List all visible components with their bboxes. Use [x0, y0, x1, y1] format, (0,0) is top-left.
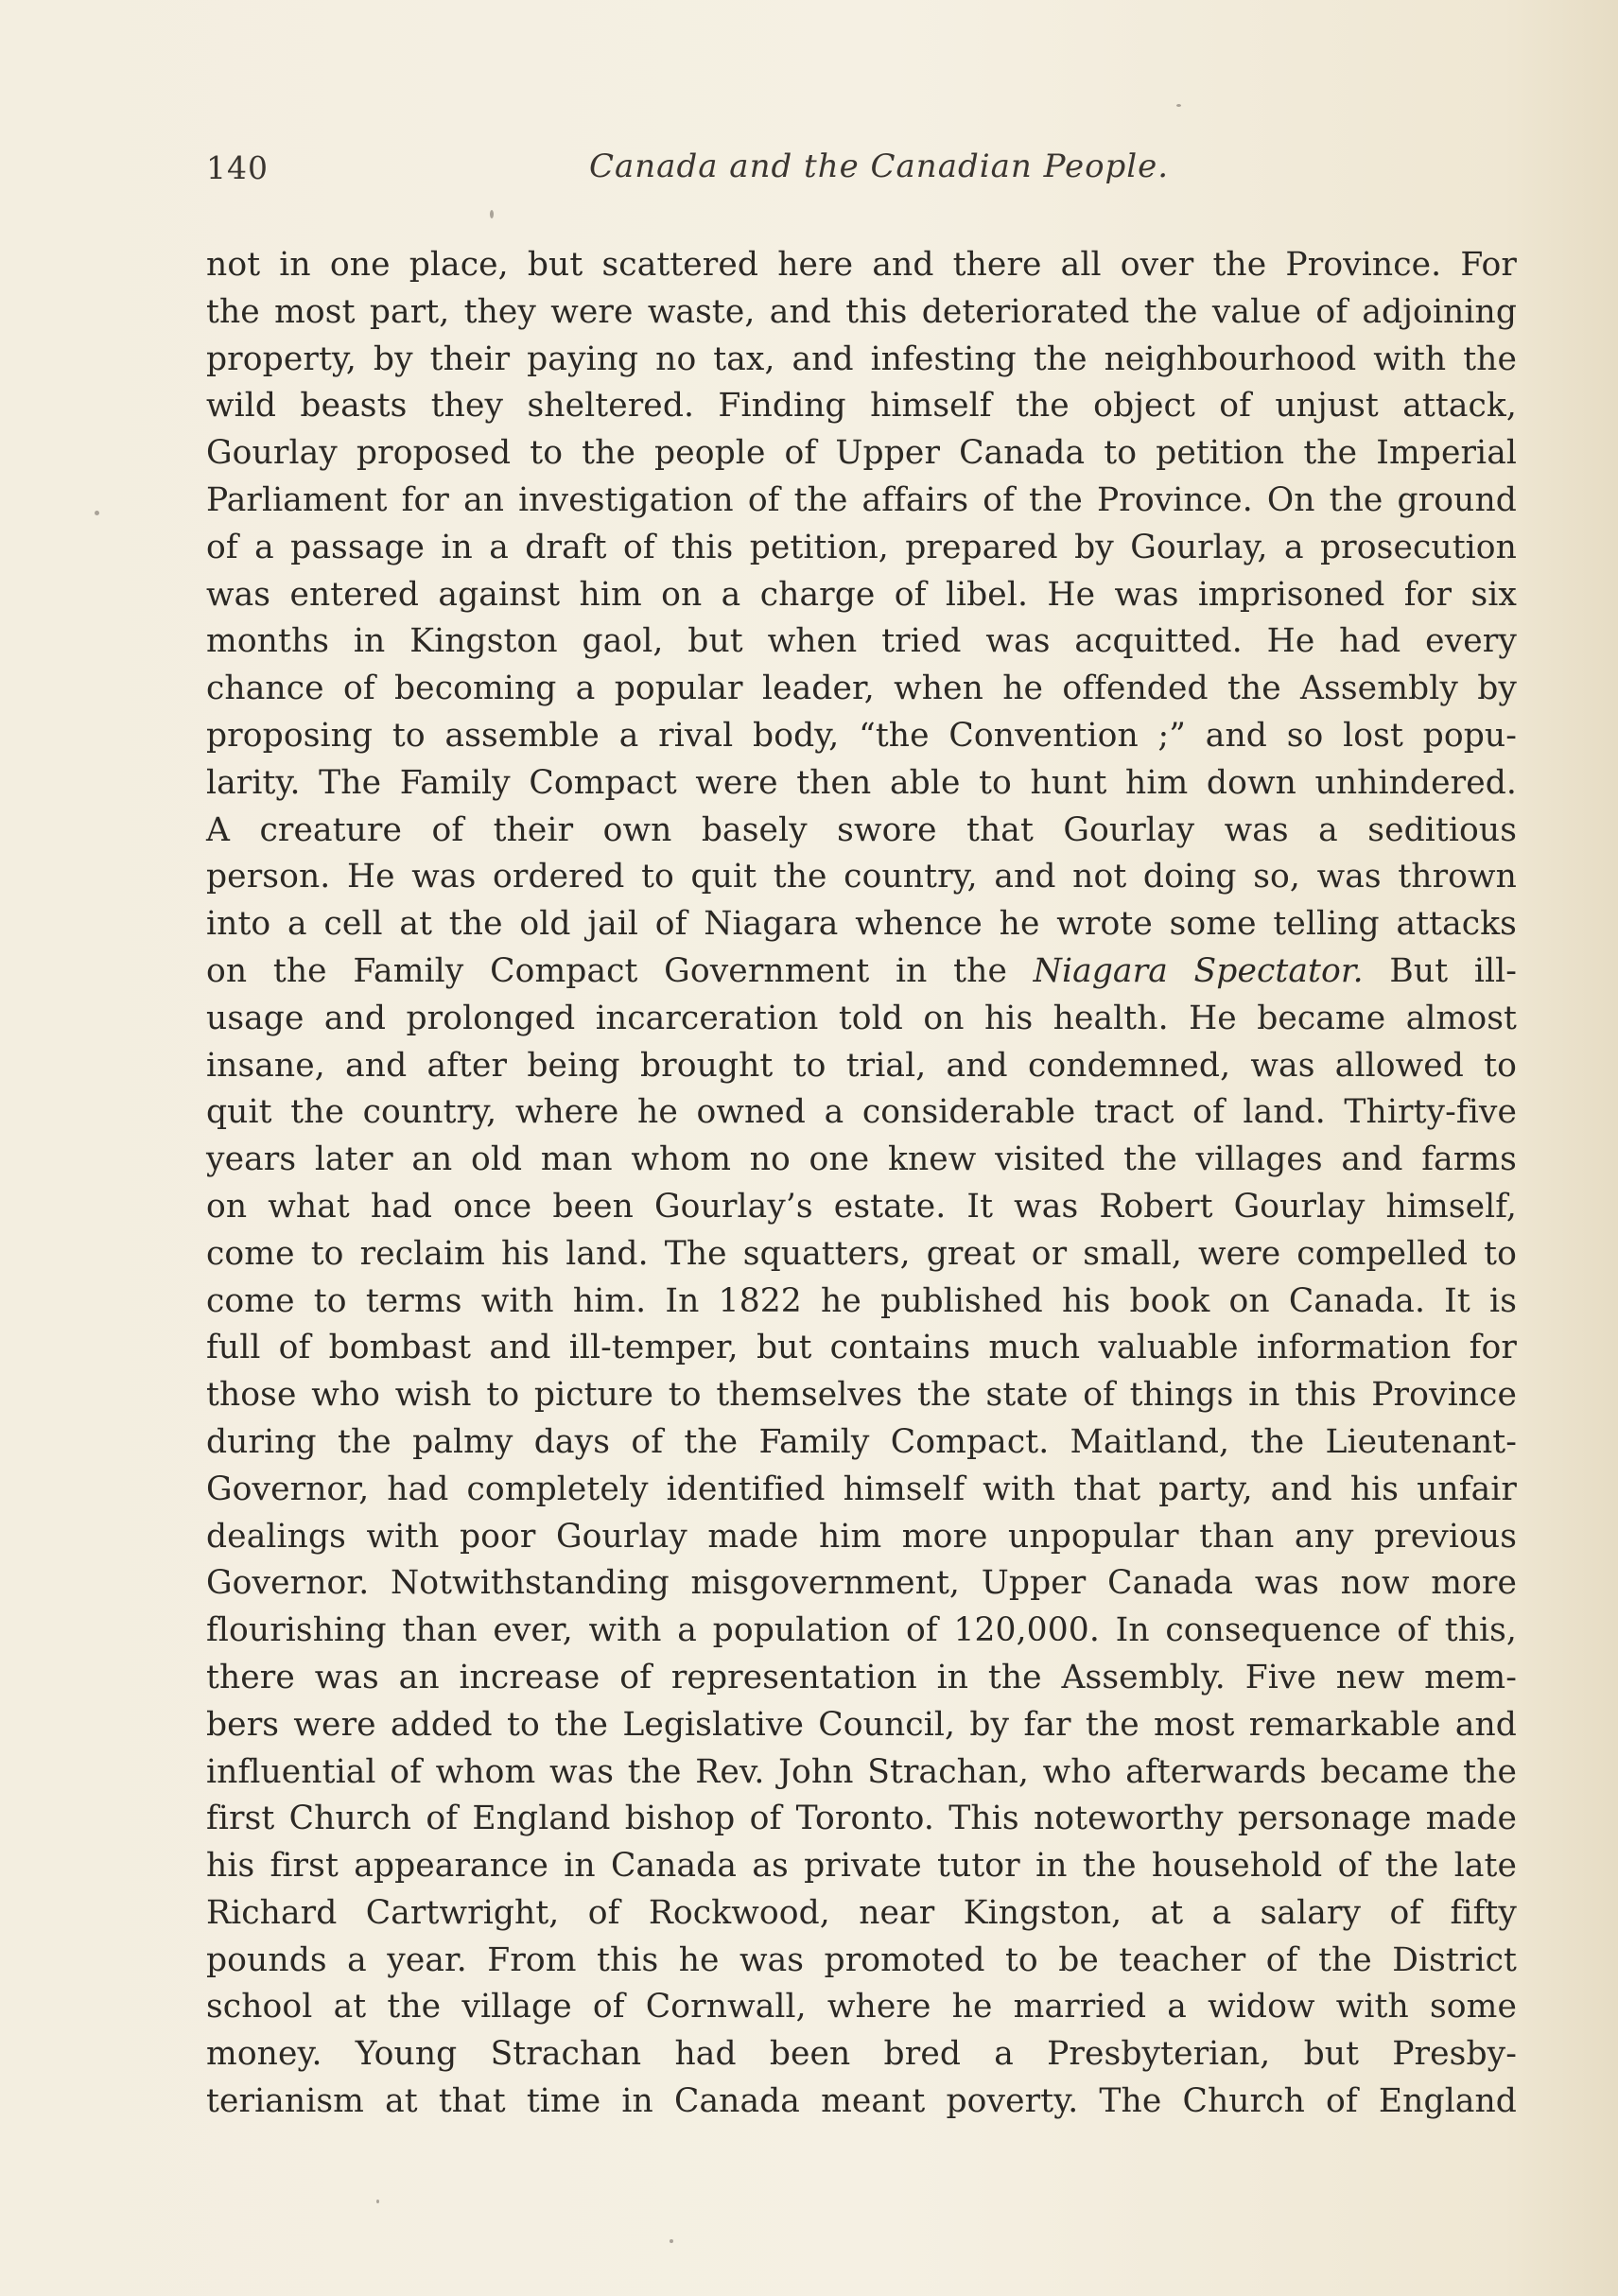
text-line: there was an increase of representation in the Assembly. Five new mem- — [206, 1658, 1517, 1696]
text-line: come to terms with him. In 1822 he published his book on Canada. It is — [206, 1281, 1517, 1320]
text-line: bers were added to the Legislative Council, by far the most remarkable and — [206, 1705, 1517, 1744]
text-line: first Church of England bishop of Toronto. This noteworthy personage made — [206, 1800, 1517, 1838]
text-line: insane, and after being brought to trial, and condemned, was allowed to — [206, 1046, 1517, 1085]
text-line: influential of whom was the Rev. John Strachan, who afterwards became the — [206, 1752, 1517, 1791]
scan-speck — [376, 2200, 379, 2203]
text-line: those who wish to picture to themselves the state of things in this Province — [206, 1376, 1517, 1415]
text-line: terianism at that time in Canada meant poverty. The Church of England — [206, 2082, 1517, 2121]
text-line: Gourlay proposed to the people of Upper Canada to petition the Imperial — [206, 434, 1517, 473]
text-line: years later an old man whom no one knew visited the villages and farms — [206, 1140, 1517, 1179]
text-line: was entered against him on a charge of libel. He was imprisoned for six — [206, 575, 1517, 614]
text-line: into a cell at the old jail of Niagara whence he wrote some telling attacks — [206, 905, 1517, 944]
text-line: during the palmy days of the Family Compact. Maitland, the Lieutenant- — [206, 1422, 1517, 1461]
running-head: Canada and the Canadian People. — [589, 148, 1170, 185]
text-line: school at the village of Cornwall, where he married a widow with some — [206, 1988, 1517, 2026]
text-line: Governor. Notwithstanding misgovernment, Upper Canada was now more — [206, 1564, 1517, 1603]
text-line: chance of becoming a popular leader, when he offended the Assembly by — [206, 670, 1517, 708]
text-line: of a passage in a draft of this petition, prepared by Gourlay, a prosecution — [206, 528, 1517, 566]
text-segment: But ill- — [1363, 951, 1518, 990]
text-line: come to reclaim his land. The squatters, great or small, were compelled to — [206, 1234, 1517, 1273]
text-line: property, by their paying no tax, and infesting the neighbourhood with the — [206, 339, 1517, 378]
text-line: A creature of their own basely swore that Gourlay was a seditious — [206, 810, 1517, 849]
text-line: months in Kingston gaol, but when tried was acquitted. He had every — [206, 622, 1517, 661]
text-line: dealings with poor Gourlay made him more unpopular than any previous — [206, 1517, 1517, 1556]
text-line: proposing to assemble a rival body, “the Convention ;” and so lost popu- — [206, 716, 1517, 755]
text-line: pounds a year. From this he was promoted to be teacher of the District — [206, 1940, 1517, 1979]
text-line: Richard Cartwright, of Rockwood, near Kingston, at a salary of fifty — [206, 1893, 1517, 1932]
page-header — [206, 149, 1209, 206]
text-line: on what had once been Gourlay’s estate. It was Robert Gourlay himself, — [206, 1187, 1517, 1226]
text-line-with-italic — [206, 948, 1517, 996]
scan-speck — [490, 210, 494, 218]
text-line: flourishing than ever, with a population of 120,000. In consequence of this, — [206, 1611, 1517, 1650]
text-line: larity. The Family Compact were then able to hunt him down unhindered. — [206, 763, 1517, 802]
page-number: 140 — [206, 149, 269, 186]
scan-speck — [670, 2239, 673, 2243]
body-text — [206, 242, 1517, 2126]
text-line: full of bombast and ill-temper, but contains much valuable information for — [206, 1329, 1517, 1367]
text-line: Parliament for an investigation of the affairs of the Province. On the ground — [206, 480, 1517, 519]
text-line: not in one place, but scattered here and there all over the Province. For — [206, 246, 1517, 284]
text-line: the most part, they were waste, and this deteriorated the value of adjoining — [206, 292, 1517, 331]
text-line: person. He was ordered to quit the country, and not doing so, was thrown — [206, 858, 1517, 896]
text-line: quit the country, where he owned a considerable tract of land. Thirty-five — [206, 1093, 1517, 1132]
text-line: money. Young Strachan had been bred a Presbyterian, but Presby- — [206, 2035, 1517, 2074]
text-line: Governor, had completely identified himself with that party, and his unfair — [206, 1470, 1517, 1508]
text-line: his first appearance in Canada as private tutor in the household of the late — [206, 1847, 1517, 1886]
text-line: usage and prolonged incarceration told on his health. He became almost — [206, 999, 1517, 1037]
text-line: wild beasts they sheltered. Finding himself the object of unjust attack, — [206, 387, 1517, 426]
newspaper-title: Niagara Spectator. — [1033, 951, 1364, 990]
text-segment: on the Family Compact Government in the — [206, 951, 1034, 990]
scan-speck — [95, 511, 99, 515]
scan-speck — [1176, 104, 1181, 107]
